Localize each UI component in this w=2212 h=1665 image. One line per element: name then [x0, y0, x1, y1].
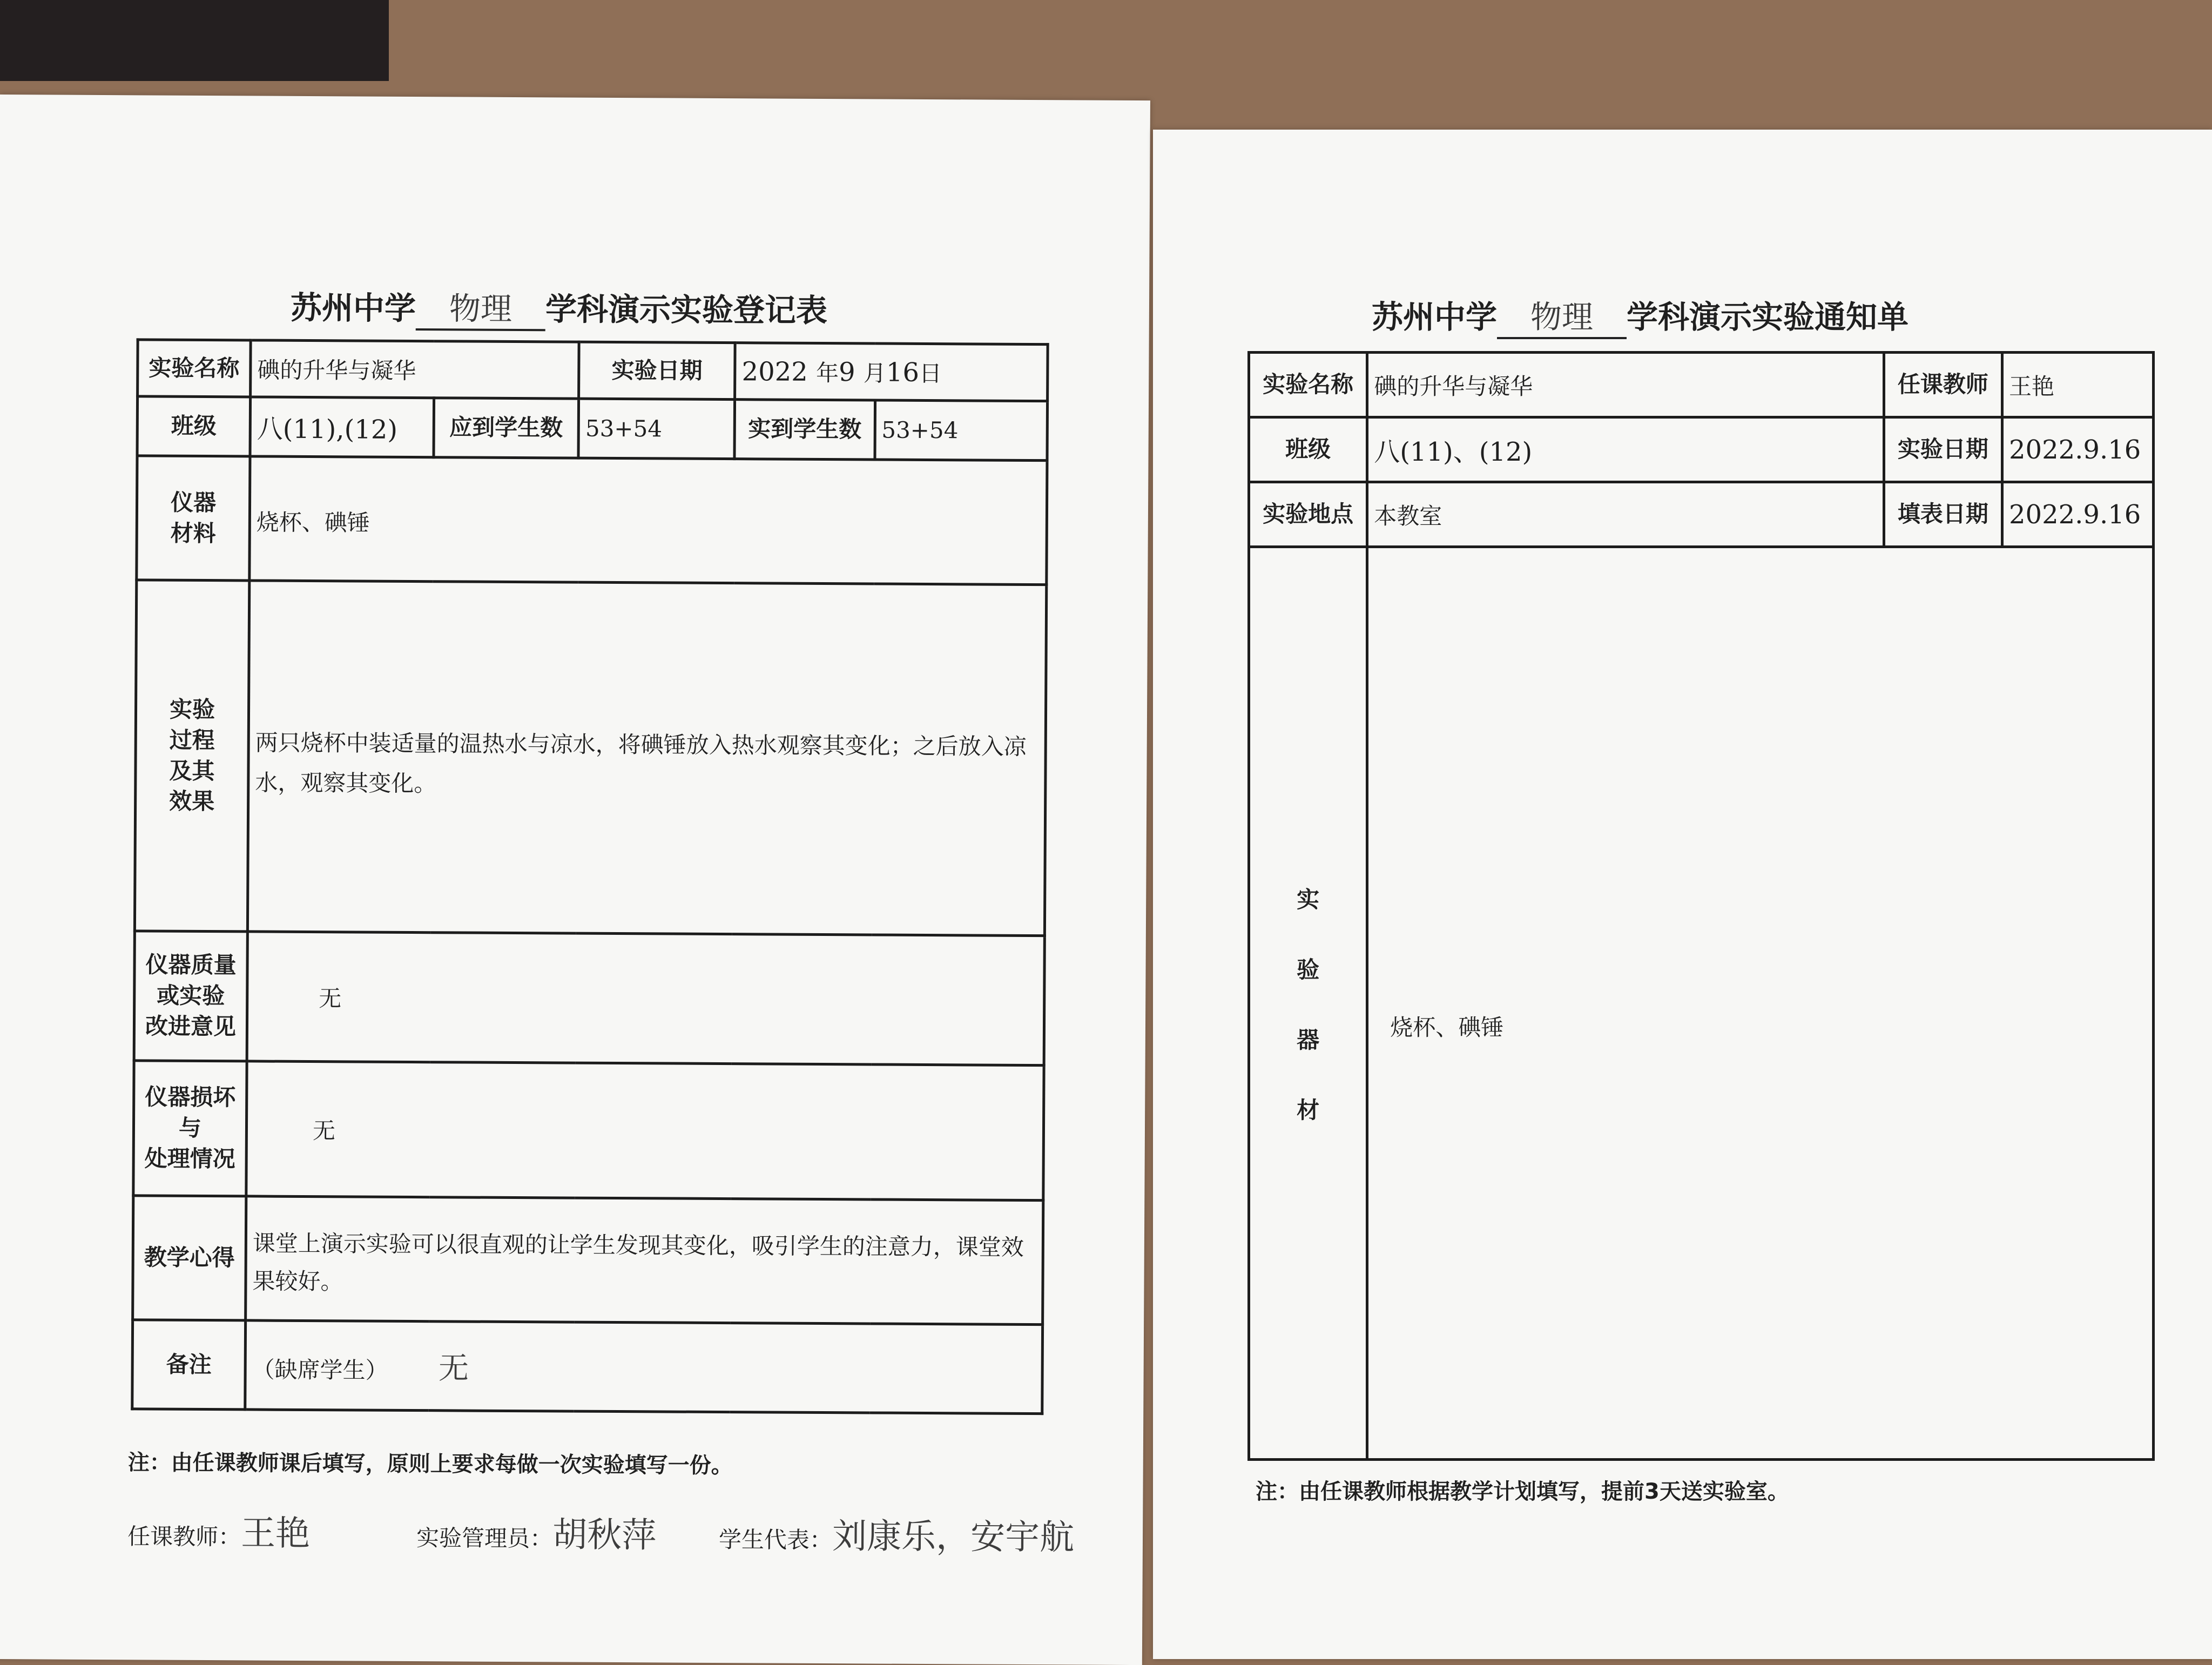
- remarks-value: 无: [438, 1351, 469, 1386]
- experience-value: 课堂上演示实验可以很直观的让学生发现其变化，吸引学生的注意力，课堂效果较好。: [246, 1196, 1043, 1325]
- label-process: 实验 过程 及其 效果: [134, 580, 249, 932]
- student-rep-label: 学生代表：: [718, 1526, 833, 1554]
- registration-form-title: [291, 282, 827, 333]
- title-suffix: 学科演示实验登记表: [545, 291, 828, 329]
- remarks-cell: [245, 1320, 1043, 1414]
- title-prefix: 苏州中学: [290, 289, 416, 327]
- damage-value: 无: [246, 1061, 1044, 1201]
- teacher-label: 任课教师：: [127, 1523, 241, 1551]
- label-class: 班级: [1249, 417, 1367, 482]
- label-remarks: 备注: [132, 1320, 246, 1410]
- fill-date-value: 2022.9.16: [2002, 482, 2154, 547]
- manager-signature: 胡秋萍: [552, 1515, 657, 1556]
- label-class: 班级: [137, 396, 251, 456]
- label-teacher: 任课教师: [1884, 353, 2002, 417]
- registration-form-sheet: [0, 95, 1150, 1665]
- expected-students-value: 53+54: [578, 399, 735, 459]
- date-month-unit: 月: [863, 360, 886, 387]
- manager-label: 实验管理员：: [416, 1525, 553, 1552]
- actual-students-value: 53+54: [875, 400, 1048, 461]
- label-experiment-name: 实验名称: [138, 340, 251, 397]
- label-equipment-char-1: 实: [1297, 886, 1320, 913]
- label-fill-date: 填表日期: [1884, 482, 2002, 547]
- dark-object-top-left: [0, 0, 389, 81]
- registration-table: [131, 338, 1049, 1415]
- manager-signature-line: [416, 1506, 656, 1557]
- label-equipment-char-2: 验: [1297, 956, 1320, 983]
- date-year-unit: 年: [815, 359, 839, 387]
- absent-students-hint: （缺席学生）: [252, 1356, 388, 1384]
- date-day-unit: 日: [919, 360, 942, 387]
- title-prefix: 苏州中学: [1372, 299, 1498, 335]
- notification-form-title: [1372, 292, 1908, 339]
- notification-form-note: 注：由任课教师根据教学计划填写，提前3天送实验室。: [1256, 1479, 1789, 1504]
- notification-form-sheet: [1153, 130, 2212, 1659]
- title-suffix: 学科演示实验通知单: [1627, 299, 1909, 335]
- label-experiment-name: 实验名称: [1249, 353, 1367, 417]
- label-equipment-char-3: 器: [1297, 1026, 1320, 1053]
- label-expected-students: 应到学生数: [434, 398, 579, 458]
- label-location: 实验地点: [1249, 482, 1367, 547]
- teacher-signature: 王艳: [240, 1513, 311, 1554]
- label-experiment-date: 实验日期: [579, 342, 736, 400]
- experiment-name-value: 碘的升华与凝华: [1367, 353, 1884, 417]
- experiment-date-value: 2022.9.16: [2002, 417, 2154, 482]
- label-experiment-date: 实验日期: [1884, 417, 2002, 482]
- equipment-value: 烧杯、碘锤: [1367, 547, 2154, 1460]
- quality-value: 无: [247, 932, 1044, 1066]
- class-value: 八(11)、(12): [1367, 417, 1884, 482]
- student-rep-signature: 刘康乐，安宇航: [832, 1516, 1075, 1558]
- notification-table: [1247, 351, 2155, 1461]
- location-value: 本教室: [1367, 482, 1884, 547]
- materials-value: 烧杯、碘锤: [249, 456, 1047, 585]
- experiment-name-value: 碘的升华与凝华: [251, 340, 579, 399]
- label-experience: 教学心得: [133, 1196, 246, 1320]
- label-actual-students: 实到学生数: [734, 400, 875, 460]
- class-value: 八(11),(12): [250, 397, 434, 457]
- student-signature-line: [719, 1508, 1074, 1559]
- subject-field: 物理: [416, 283, 545, 331]
- teacher-signature-line: [127, 1505, 310, 1555]
- date-month: 9: [838, 357, 855, 388]
- label-equipment: [1249, 547, 1367, 1460]
- date-year: 2022: [741, 356, 808, 387]
- process-value: 两只烧杯中装适量的温热水与凉水，将碘锤放入热水观察其变化；之后放入凉水，观察其变化。: [247, 581, 1046, 936]
- label-materials: 仪器 材料: [137, 456, 250, 581]
- registration-form-note: 注：由任课教师课后填写，原则上要求每做一次实验填写一份。: [127, 1450, 733, 1479]
- teacher-value: 王艳: [2002, 353, 2154, 417]
- experiment-date-value: [735, 343, 1048, 401]
- date-day: 16: [886, 357, 920, 388]
- subject-field: 物理: [1497, 292, 1627, 339]
- label-quality: 仪器质量 或实验 改进意见: [134, 931, 247, 1061]
- label-equipment-char-4: 材: [1297, 1096, 1320, 1123]
- label-damage: 仪器损坏 与 处理情况: [133, 1061, 247, 1196]
